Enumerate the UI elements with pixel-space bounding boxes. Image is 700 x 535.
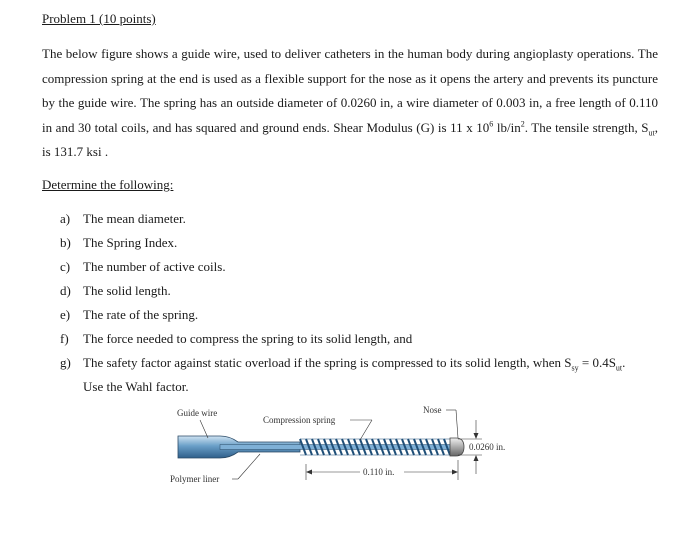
description-text-4: , is 131.7 ksi . <box>42 119 658 159</box>
guide-wire-figure <box>160 398 550 498</box>
exponent-6: 6 <box>489 119 494 129</box>
label-compression-spring: Compression spring <box>263 415 336 425</box>
task-text: The Spring Index. <box>83 235 178 250</box>
task-text: The mean diameter. <box>83 211 186 226</box>
task-list <box>60 207 670 399</box>
task-item-c <box>60 255 670 279</box>
task-item-g <box>60 351 670 399</box>
task-item-d <box>60 279 670 303</box>
subscript-sy: sy <box>571 363 579 373</box>
problem-description <box>42 42 658 165</box>
description-text-1: The below figure shows a guide wire, used to deliver catheters in the human body during angioplasty operations. The compression spring at the end is used as a flexible support for the nose as it opens the artery and prevents its puncture by the guide wire. The spring has an outside diameter of 0.0260 in, a wire diameter of 0.003 in, a free length of 0.110 in and 30 total coils, and has squared and ground ends. Shear Modulus (G) is 11 x 10 <box>42 46 658 135</box>
task-text-g1: The safety factor against static overload if the spring is compressed to its solid length, when S <box>83 355 572 370</box>
description-text-3: . The tensile strength, S <box>524 119 649 135</box>
description-text-2: lb/in <box>493 119 521 135</box>
subscript-ut: ut <box>615 363 623 373</box>
task-marker: c) <box>60 259 71 274</box>
label-nose: Nose <box>423 405 442 415</box>
task-text: The rate of the spring. <box>83 307 199 322</box>
exponent-2: 2 <box>520 119 525 129</box>
task-marker: d) <box>60 283 71 298</box>
label-guide-wire: Guide wire <box>177 408 218 418</box>
task-text-g4: Use the Wahl factor. <box>83 379 189 394</box>
guide-wire-diagram <box>160 398 550 498</box>
problem-title: Problem 1 (10 points) <box>42 11 156 26</box>
label-polymer-liner: Polymer liner <box>170 474 220 484</box>
task-text: The force needed to compress the spring to its solid length, and <box>83 331 413 346</box>
task-marker: f) <box>60 331 69 346</box>
nose-tip <box>450 438 464 456</box>
task-item-b <box>60 231 670 255</box>
task-marker: g) <box>60 355 71 370</box>
task-marker: b) <box>60 235 71 250</box>
task-text-g2: = 0.4S <box>578 355 616 370</box>
task-text: The solid length. <box>83 283 171 298</box>
task-marker: e) <box>60 307 71 322</box>
task-item-a <box>60 207 670 231</box>
task-text-g3: . <box>622 355 626 370</box>
subscript-ut: ut <box>648 128 655 138</box>
task-item-f <box>60 327 670 351</box>
task-marker: a) <box>60 211 71 226</box>
label-diameter: 0.0260 in. <box>469 442 506 452</box>
tasks-heading: Determine the following: <box>42 177 174 192</box>
label-free-length: 0.110 in. <box>363 467 395 477</box>
task-text: The number of active coils. <box>83 259 226 274</box>
task-item-e <box>60 303 670 327</box>
